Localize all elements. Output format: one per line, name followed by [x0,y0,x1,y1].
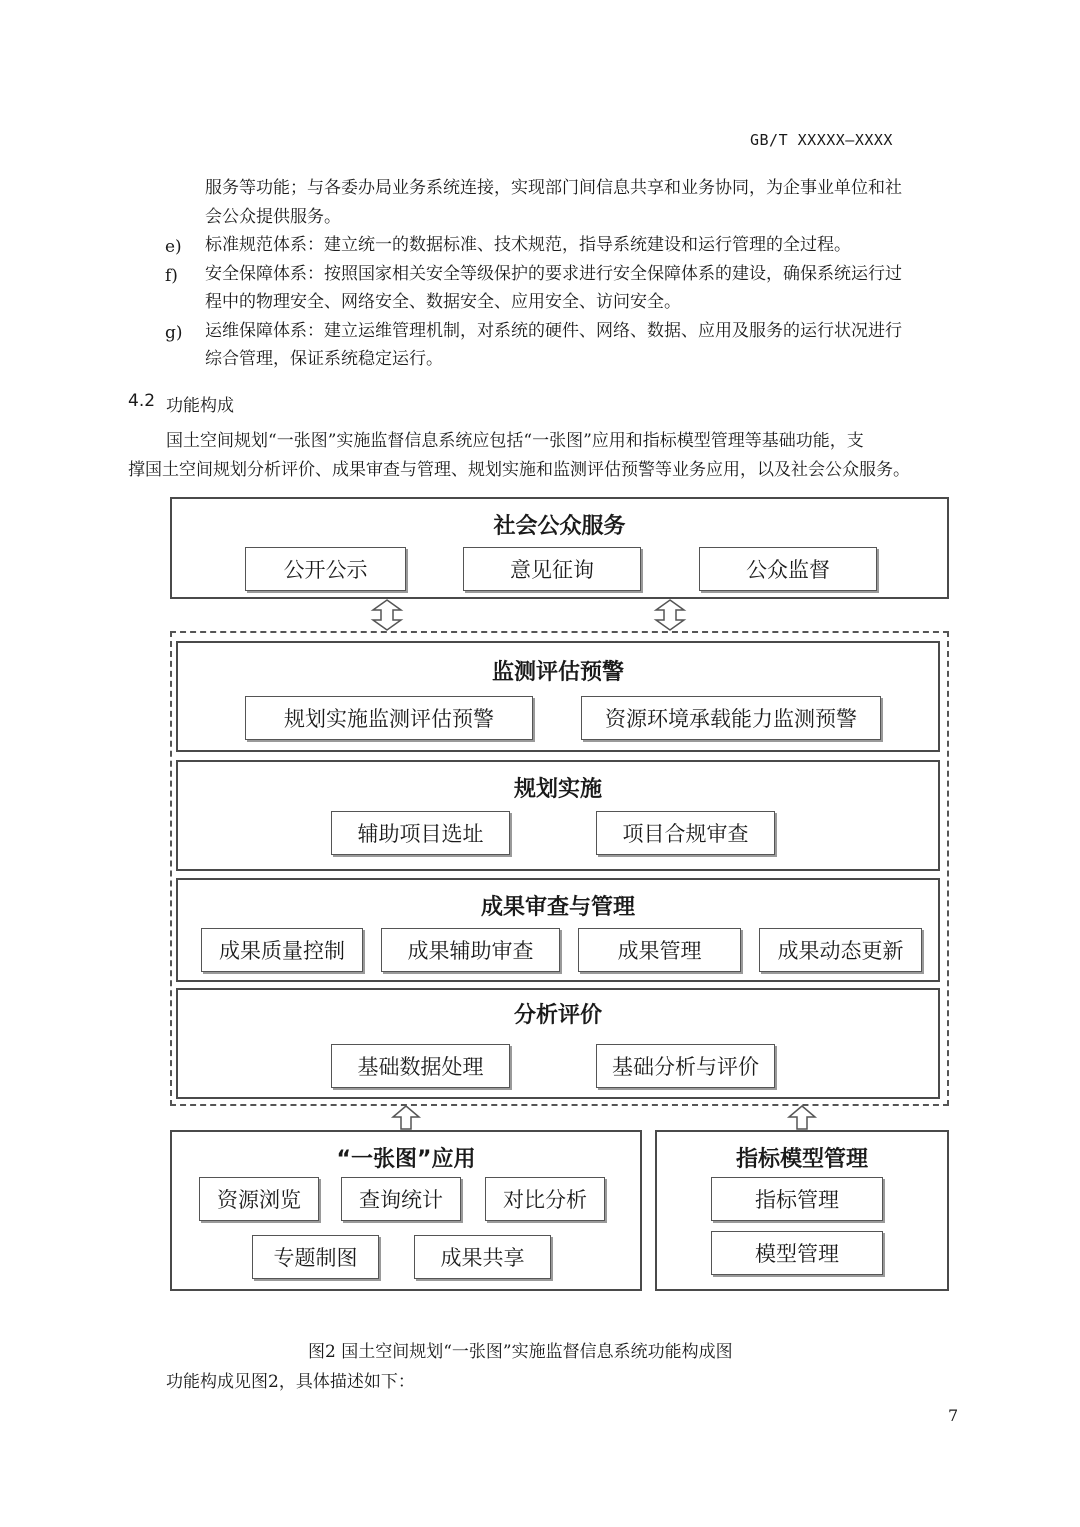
figure-caption: 图2 国土空间规划“一张图”实施监督信息系统功能构成图 [308,1342,733,1362]
basic-data-processing: 基础数据处理 [331,1044,510,1088]
public-service-title: 社会公众服务 [493,514,626,539]
thematic-mapping: 专题制图 [252,1235,379,1279]
plan-implementation-monitoring: 规划实施监测评估预警 [245,696,533,740]
list-label-e: e) [165,237,182,257]
public-announcement: 公开公示 [245,547,406,591]
double-arrow-icon [368,598,406,632]
standard-code: GB/T XXXXX—XXXX [750,131,893,149]
one-map-title: “一张图”应用 [336,1147,476,1172]
project-compliance-review: 项目合规审查 [596,811,775,855]
list-item-f-line-2: 程中的物理安全、网络安全、数据安全、应用安全、访问安全。 [205,292,681,312]
analysis-box [176,988,940,1099]
public-service-box [170,497,949,599]
monitoring-box [176,641,940,752]
implementation-title: 规划实施 [513,777,602,802]
quality-control: 成果质量控制 [201,928,363,972]
one-map-box [170,1130,642,1291]
up-arrow-icon [390,1104,422,1130]
continuation-line-1: 服务等功能；与各委办局业务系统连接，实现部门间信息共享和业务协同，为企事业单位和社 [205,178,902,198]
indicator-model-title: 指标模型管理 [735,1147,868,1172]
results-review-box [176,878,940,982]
up-arrow-icon [786,1104,818,1130]
list-item-g-line-1: 运维保障体系：建立运维管理机制，对系统的硬件、网络、数据、应用及服务的运行状况进行 [205,321,902,341]
list-label-g: g) [165,323,183,343]
monitoring-title: 监测评估预警 [491,660,624,685]
list-item-e-line-1: 标准规范体系：建立统一的数据标准、技术规范，指导系统建设和运行管理的全过程。 [205,235,851,255]
resource-browsing: 资源浏览 [199,1177,319,1221]
analysis-title: 分析评价 [513,1003,602,1028]
implementation-box [176,760,940,871]
basic-analysis-evaluation: 基础分析与评价 [596,1044,775,1088]
list-label-f: f) [165,266,178,286]
page-number: 7 [948,1406,959,1425]
list-item-f-line-1: 安全保障体系：按照国家相关安全等级保护的要求进行安全保障体系的建设，确保系统运行过 [205,264,902,284]
continuation-line-2: 会公众提供服务。 [205,207,341,227]
results-management: 成果管理 [578,928,741,972]
after-caption-text: 功能构成见图2，具体描述如下： [166,1372,415,1392]
indicator-management: 指标管理 [711,1177,883,1221]
section-paragraph-line-1: 国土空间规划“一张图”实施监督信息系统应包括“一张图”应用和指标模型管理等基础功能，支 [166,431,864,451]
results-review-title: 成果审查与管理 [480,895,635,920]
section-number: 4.2 [128,391,156,411]
section-title: 功能构成 [166,396,234,416]
project-site-selection: 辅助项目选址 [331,811,510,855]
opinion-solicitation: 意见征询 [463,547,641,591]
dynamic-update: 成果动态更新 [759,928,922,972]
public-supervision: 公众监督 [699,547,877,591]
model-management: 模型管理 [711,1231,883,1275]
query-statistics: 查询统计 [341,1177,461,1221]
section-paragraph-line-2: 撑国土空间规划分析评价、成果审查与管理、规划实施和监测评估预警等业务应用，以及社会公众服务。 [128,460,910,480]
resource-capacity-monitoring: 资源环境承载能力监测预警 [581,696,881,740]
list-item-g-line-2: 综合管理，保证系统稳定运行。 [205,349,443,369]
indicator-model-box [655,1130,949,1291]
results-sharing: 成果共享 [414,1235,551,1279]
assisted-review: 成果辅助审查 [381,928,560,972]
comparison-analysis: 对比分析 [485,1177,605,1221]
double-arrow-icon [651,598,689,632]
